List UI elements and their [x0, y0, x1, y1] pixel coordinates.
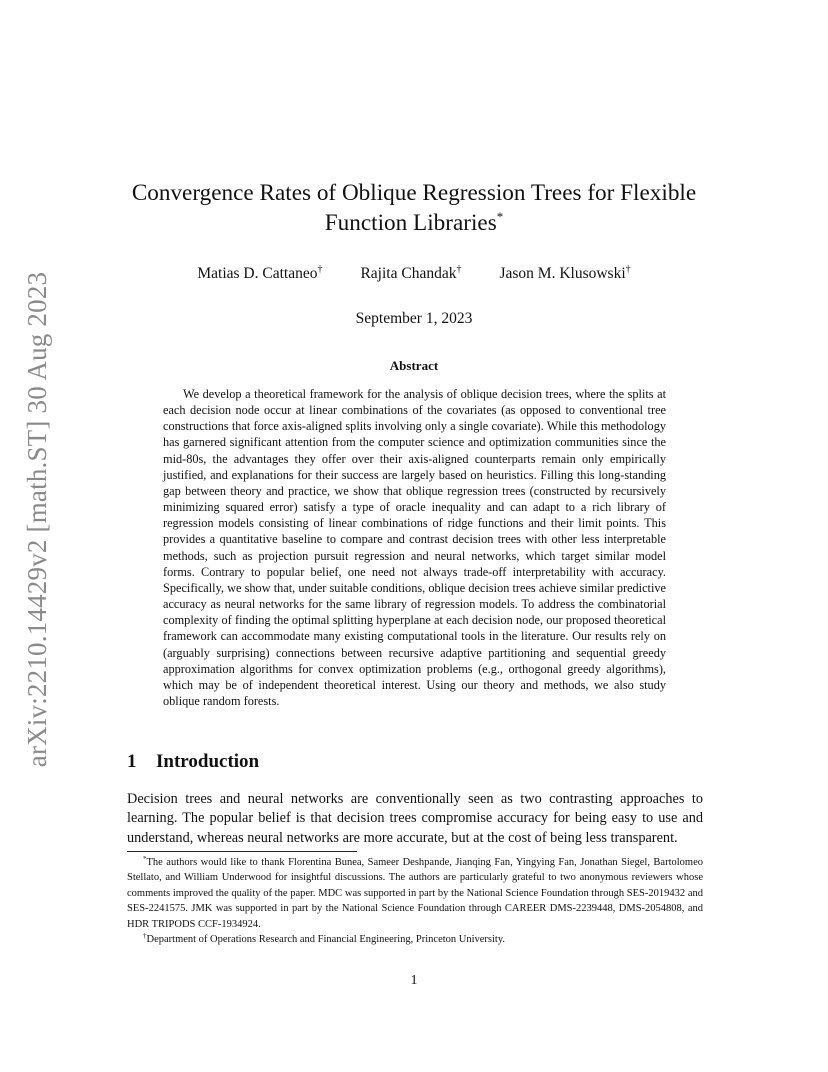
- author: [197, 264, 322, 284]
- author-affiliation-mark: †: [317, 264, 323, 275]
- author-name: Matias D. Cattaneo: [197, 265, 318, 282]
- footnote-divider: [127, 851, 357, 852]
- author: [360, 264, 461, 284]
- footnote-mark: †: [143, 932, 147, 941]
- publication-date: September 1, 2023: [355, 310, 473, 327]
- abstract-heading: Abstract: [389, 358, 439, 373]
- paper-title: [100, 178, 728, 238]
- author-affiliation-mark: †: [456, 264, 462, 275]
- introduction-paragraph: Decision trees and neural networks are conventionally seen as two contrasting approaches to learning. The popular belief is that decision trees compromise accuracy for being easy to use and understand, whereas neural networks are more accurate, but at the cost of being less transparent.: [127, 791, 703, 846]
- author-list: [100, 264, 728, 284]
- abstract-text: We develop a theoretical framework for the analysis of oblique decision trees, where the splits at each decision node occur at linear combinations of the covariates (as opposed to conventional tree constructions that force axis-aligned splits involving only a single covariate). While this methodology has garnered significant attention from the computer science and optimization communities since the mid-80s, the advantages they offer over their axis-aligned counterparts remain only empirically justified, and explanations for their success are largely based on heuristics. Filling this long-standing gap between theory and practice, we show that oblique regression trees (constructed by recursively minimizing squared error) satisfy a type of oracle inequality and can adapt to a rich library of regression models consisting of linear combinations of ridge functions and their limit points. This provides a quantitative baseline to compare and contrast decision trees with other less interpretable methods, such as projection pursuit regression and neural networks, which target similar model forms. Contrary to popular belief, one need not always trade-off interpretability with accuracy. Specifically, we show that, under suitable conditions, oblique decision trees achieve similar predictive accuracy as neural networks for the same library of regression models. To address the combinatorial complexity of finding the optimal splitting hyperplane at each decision node, our proposed theoretical framework can accommodate many existing computational tools in the literature. Our results rely on (arguably surprising) connections between recursive adaptive partitioning and sequential greedy approximation algorithms for convex optimization problems (e.g., orthogonal greedy algorithms), which may be of independent theoretical interest. Using our theory and methods, we also study oblique random forests.: [163, 387, 666, 708]
- author: [499, 264, 630, 284]
- footnote-mark: *: [143, 855, 147, 863]
- title-footnote-mark: *: [496, 209, 504, 224]
- page-number: 1: [410, 973, 418, 988]
- paper-title-line-1: Convergence Rates of Oblique Regression Trees for Flexible: [131, 180, 697, 206]
- footnote-text: Department of Operations Research and Financial Engineering, Princeton University.: [146, 934, 506, 946]
- author-affiliation-mark: †: [625, 264, 631, 275]
- paper-title-line-2: Function Libraries: [324, 210, 497, 236]
- footnote: [127, 932, 703, 947]
- arxiv-identifier-text: arXiv:2210.14429v2 [math.ST] 30 Aug 2023: [22, 271, 53, 767]
- author-name: Rajita Chandak: [360, 265, 457, 282]
- section-number: 1: [127, 751, 137, 772]
- footnote-text: The authors would like to thank Florentina Bunea, Sameer Deshpande, Jianqing Fan, Yingying Fan, Jonathan Siegel, Bartolomeo Stellato, and William Underwood for insightful discussions. The authors are particularly grateful to two anonymous reviewers whose comments improved the quality of the paper. MDC was supported in part by the National Science Foundation through SES-2019432 and SES-2241575. JMK was supported in part by the National Science Foundation through CAREER DMS-2239448, DMS-2054808, and HDR TRIPODS CCF-1934924.: [127, 857, 703, 930]
- arxiv-identifier-stamp[interactable]: [10, 264, 66, 774]
- author-name: Jason M. Klusowski: [499, 265, 626, 282]
- footnotes: [127, 855, 703, 947]
- section-title: Introduction: [156, 751, 260, 772]
- footnote: [127, 855, 703, 932]
- section-heading: [127, 750, 259, 774]
